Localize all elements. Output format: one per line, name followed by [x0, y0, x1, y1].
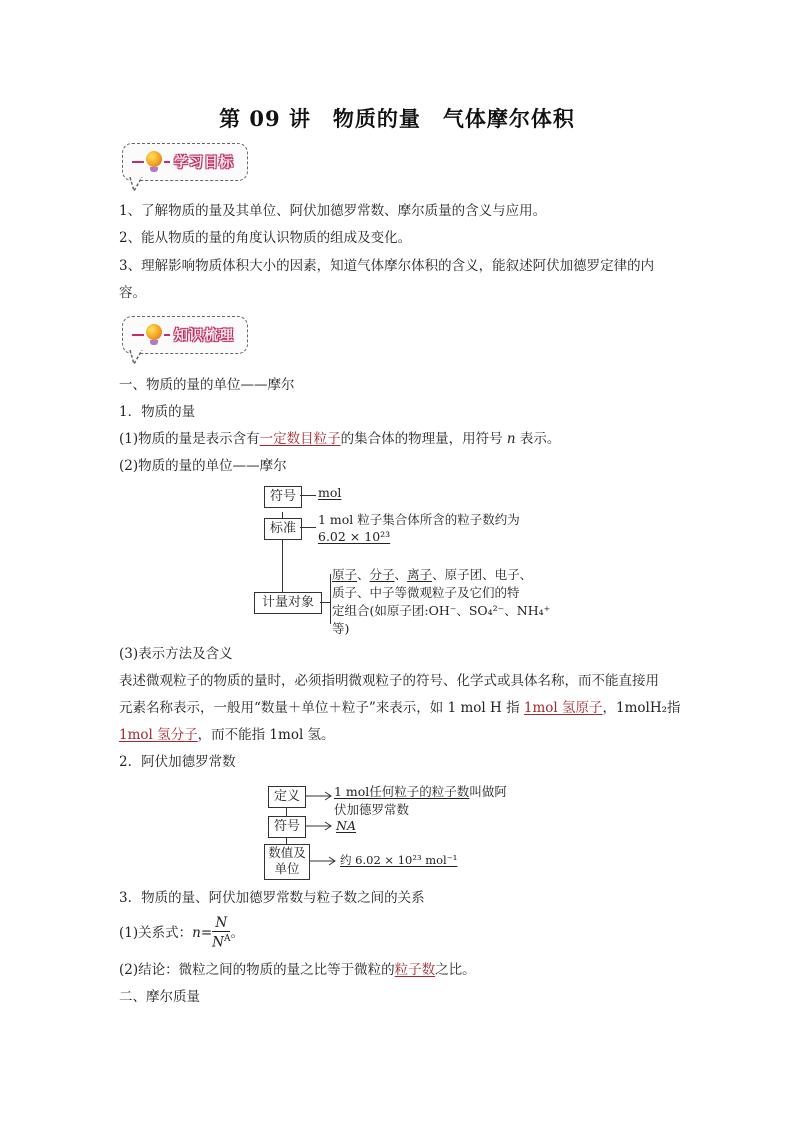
section-2-sub: 2．阿伏加德罗常数 [119, 754, 236, 770]
p4-text-a: 元素名称表示，一般用“数量＋单位＋粒子”来表示，如 1 mol H 指 [119, 700, 524, 716]
formula-numerator: N [212, 916, 230, 932]
objective-3-cont: 容。 [119, 285, 146, 301]
paragraph-4-line-2 [119, 698, 681, 718]
diagram1-val-object-1 [332, 565, 532, 583]
objective-2: 2、能从物质的量的角度认识物质的组成及变化。 [119, 230, 412, 246]
formula-end: 。 [230, 925, 244, 941]
bubble-tail-icon [128, 177, 148, 193]
paragraph-4-line-1: 表述微观粒子的物质的量时，必须指明微观粒子的符号、化学式或具体名称，而不能直接用 [119, 673, 659, 689]
diagram2-val-symbol [336, 818, 356, 833]
diagram1-val-standard-b: 6.02 × 10²³ [318, 529, 391, 544]
def-underlined: 1 mol任何粒子的粒子数 [334, 784, 470, 799]
section-1-heading: 一、物质的量的单位——摩尔 [119, 377, 295, 393]
symbol-na: NA [336, 818, 356, 833]
obj-molecule: 分子 [369, 567, 395, 582]
page-title: 第 09 讲 物质的量 气体摩尔体积 [219, 106, 575, 131]
objectives-badge-label: 学习目标 [174, 155, 234, 171]
diagram2-val-definition-a [334, 782, 507, 800]
diagram2-box-value [264, 844, 310, 880]
objectives-badge [120, 141, 250, 193]
p4-underlined-2: 1mol 氢分子 [119, 727, 198, 743]
conclusion-a: (2)结论：微粒之间的物质的量之比等于微粒的 [119, 962, 395, 978]
section-3-sub: 3．物质的量、阿伏加德罗常数与粒子数之间的关系 [119, 890, 425, 906]
p1-text-b: 的集合体的物理量，用符号 [340, 431, 507, 447]
formula-fraction [212, 916, 230, 951]
p4-text-c: ，而不能指 1mol 氢。 [197, 727, 335, 743]
obj-atom: 原子 [332, 567, 358, 582]
conclusion [119, 960, 476, 980]
diagram2-val-definition-b: 伏加德罗常数 [334, 802, 410, 817]
p1-underlined: 一定数目粒子 [259, 431, 341, 447]
formula-den-n: N [212, 934, 224, 951]
p4-text-b: ，1molH₂指 [602, 700, 681, 716]
p1-text-c: 表示。 [515, 431, 561, 447]
formula-den-sub: A [223, 934, 231, 945]
value-box-line-1: 数值及 [268, 845, 306, 860]
bubble-tail-icon [128, 350, 148, 366]
p4-underlined-1: 1mol 氢原子 [523, 700, 603, 716]
def-rest: 叫做阿 [469, 784, 507, 799]
arrow-icon [305, 821, 335, 831]
diagram1-box-standard: 标准 [264, 518, 302, 540]
obj-ion: 离子 [407, 567, 433, 582]
lightbulb-icon [146, 151, 162, 167]
value-box-line-2: 单位 [274, 861, 300, 876]
diagram2-val-value: 约 6.02 × 10²³ mol⁻¹ [340, 853, 458, 867]
diagram1-box-object: 计量对象 [254, 592, 322, 614]
knowledge-badge [120, 314, 250, 368]
paragraph-2: (2)物质的量的单位——摩尔 [119, 458, 287, 474]
paragraph-3: (3)表示方法及含义 [119, 646, 233, 662]
mole-diagram [250, 482, 550, 642]
diagram1-val-symbol: mol [318, 485, 342, 500]
arrow-icon [305, 791, 335, 801]
diagram1-box-symbol: 符号 [264, 486, 302, 508]
p1-text-a: (1)物质的量是表示含有 [119, 431, 260, 447]
formula-prefix: (1)关系式： [119, 925, 193, 941]
diagram1-val-object-4: 等) [332, 621, 350, 636]
knowledge-badge-label: 知识梳理 [174, 328, 234, 344]
paragraph-4-line-3 [119, 725, 335, 745]
avogadro-diagram [262, 780, 532, 880]
conclusion-underlined: 粒子数 [394, 962, 436, 978]
obj-rest: 、原子团、电子、 [432, 567, 533, 582]
diagram1-val-standard-a: 1 mol 粒子集合体所含的粒子数约为 [318, 512, 520, 527]
conclusion-b: 之比。 [435, 962, 476, 978]
formula-n: n [192, 925, 201, 941]
p1-symbol: n [506, 431, 516, 447]
objective-1: 1、了解物质的量及其单位、阿伏加德罗常数、摩尔质量的含义与应用。 [119, 203, 547, 219]
diagram1-val-object-3: 定组合(如原子团:OH⁻、SO₄²⁻、NH₄⁺ [332, 603, 551, 618]
section-1-sub: 1．物质的量 [119, 404, 196, 420]
obj-sep-1: 、 [357, 567, 370, 582]
paragraph-1 [119, 429, 560, 449]
arrow-icon [309, 856, 339, 866]
section-2-heading: 二、摩尔质量 [119, 989, 200, 1005]
formula-line [119, 916, 244, 951]
formula-denominator [212, 932, 230, 951]
objective-3: 3、理解影响物质体积大小的因素，知道气体摩尔体积的含义，能叙述阿伏加德罗定律的内 [119, 258, 655, 274]
diagram2-box-symbol: 符号 [268, 816, 306, 838]
diagram2-box-definition: 定义 [268, 786, 306, 808]
obj-sep-2: 、 [394, 567, 408, 582]
formula-eq: = [200, 925, 213, 941]
diagram1-val-object-2: 质子、中子等微观粒子及它们的特 [332, 585, 520, 600]
lightbulb-icon [146, 324, 162, 340]
